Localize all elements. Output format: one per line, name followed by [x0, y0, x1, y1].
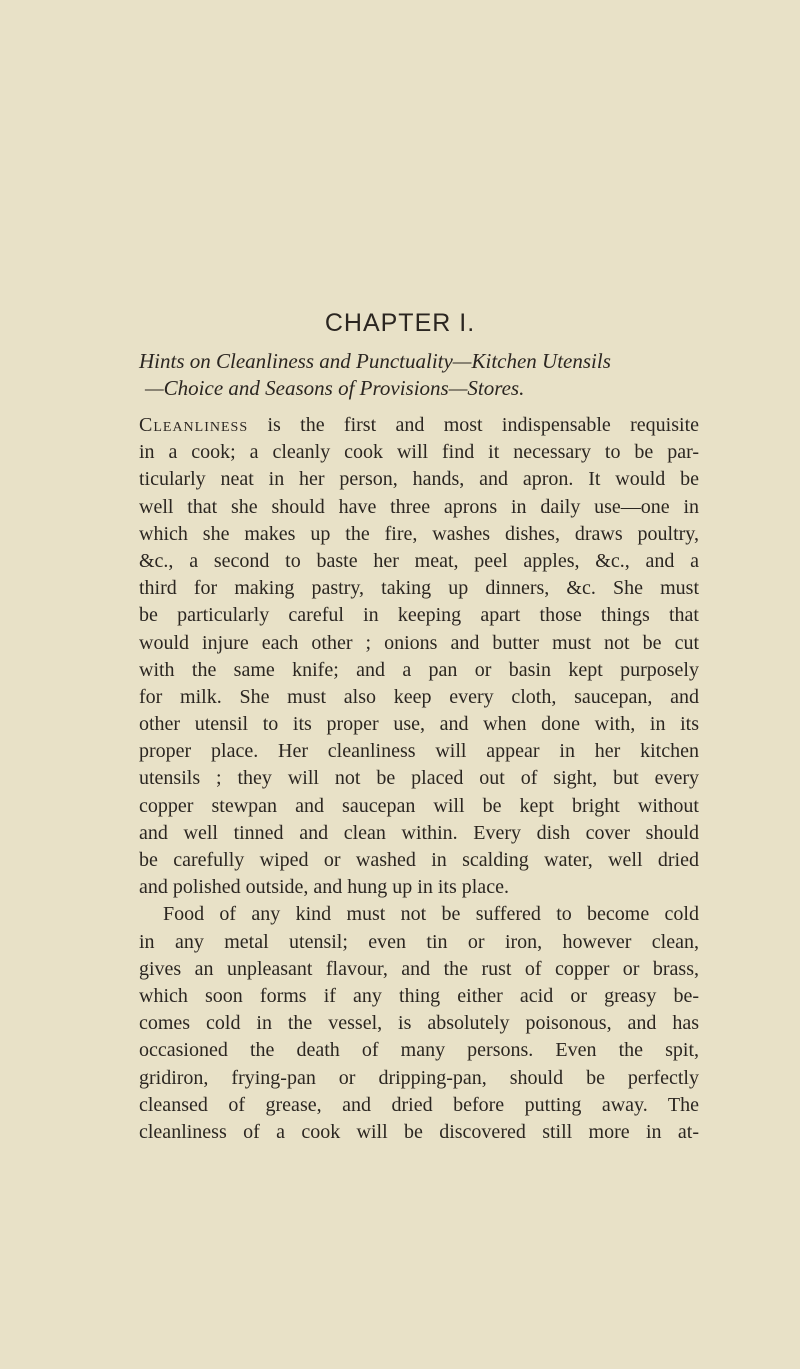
- text-line: &c., a second to baste her meat, peel apples, &c., and a: [139, 549, 699, 572]
- subtitle-line: —Choice and Seasons of Provisions—Stores.: [145, 376, 525, 400]
- text-line: ticularly neat in her person, hands, and apron. It would be: [139, 468, 699, 491]
- chapter-heading: CHAPTER I.: [324, 309, 476, 337]
- text-line: in any metal utensil; even tin or iron, however clean,: [139, 930, 699, 953]
- text-line: copper stewpan and saucepan will be kept bright without: [139, 794, 699, 817]
- chapter-subtitle: [139, 348, 699, 402]
- text-line: in a cook; a cleanly cook will find it necessary to be par-: [139, 441, 699, 464]
- text-line: well that she should have three aprons in daily use—one in: [139, 495, 699, 518]
- text-line: for milk. She must also keep every cloth, saucepan, and: [139, 685, 699, 708]
- text-line: which soon forms if any thing either acid or greasy be-: [139, 984, 699, 1007]
- body-text: [139, 412, 699, 1146]
- text-line: and polished outside, and hung up in its place.: [139, 876, 509, 899]
- text-line-rest: is the first and most indispensable requisite: [248, 414, 699, 436]
- text-line: comes cold in the vessel, is absolutely poisonous, and has: [139, 1012, 699, 1035]
- text-line: with the same knife; and a pan or basin kept purposely: [139, 658, 699, 681]
- text-line: and well tinned and clean within. Every dish cover should: [139, 821, 699, 844]
- text-line: Food of any kind must not be suffered to become cold: [163, 903, 699, 926]
- text-line: cleansed of grease, and dried before putting away. The: [139, 1093, 699, 1116]
- text-line: gives an unpleasant flavour, and the rust of copper or brass,: [139, 957, 699, 980]
- text-line: third for making pastry, taking up dinners, &c. She must: [139, 577, 699, 600]
- text-line: proper place. Her cleanliness will appear in her kitchen: [139, 740, 699, 763]
- text-line: would injure each other ; onions and butter must not be cut: [139, 631, 699, 654]
- first-word: Cleanliness: [139, 414, 249, 436]
- text-line: other utensil to its proper use, and when done with, in its: [139, 713, 699, 736]
- text-line: [139, 412, 699, 439]
- text-line: gridiron, frying-pan or dripping-pan, should be perfectly: [139, 1066, 699, 1089]
- text-line: cleanliness of a cook will be discovered still more in at-: [139, 1120, 699, 1143]
- text-line: be particularly careful in keeping apart those things that: [139, 604, 699, 627]
- text-line: occasioned the death of many persons. Even the spit,: [139, 1039, 699, 1062]
- text-line: which she makes up the fire, washes dishes, draws poultry,: [139, 522, 699, 545]
- text-line: be carefully wiped or washed in scalding water, well dried: [139, 849, 699, 871]
- subtitle-line: Hints on Cleanliness and Punctuality—Kitchen Utensils: [139, 349, 611, 373]
- text-line: utensils ; they will not be placed out of sight, but every: [139, 767, 699, 790]
